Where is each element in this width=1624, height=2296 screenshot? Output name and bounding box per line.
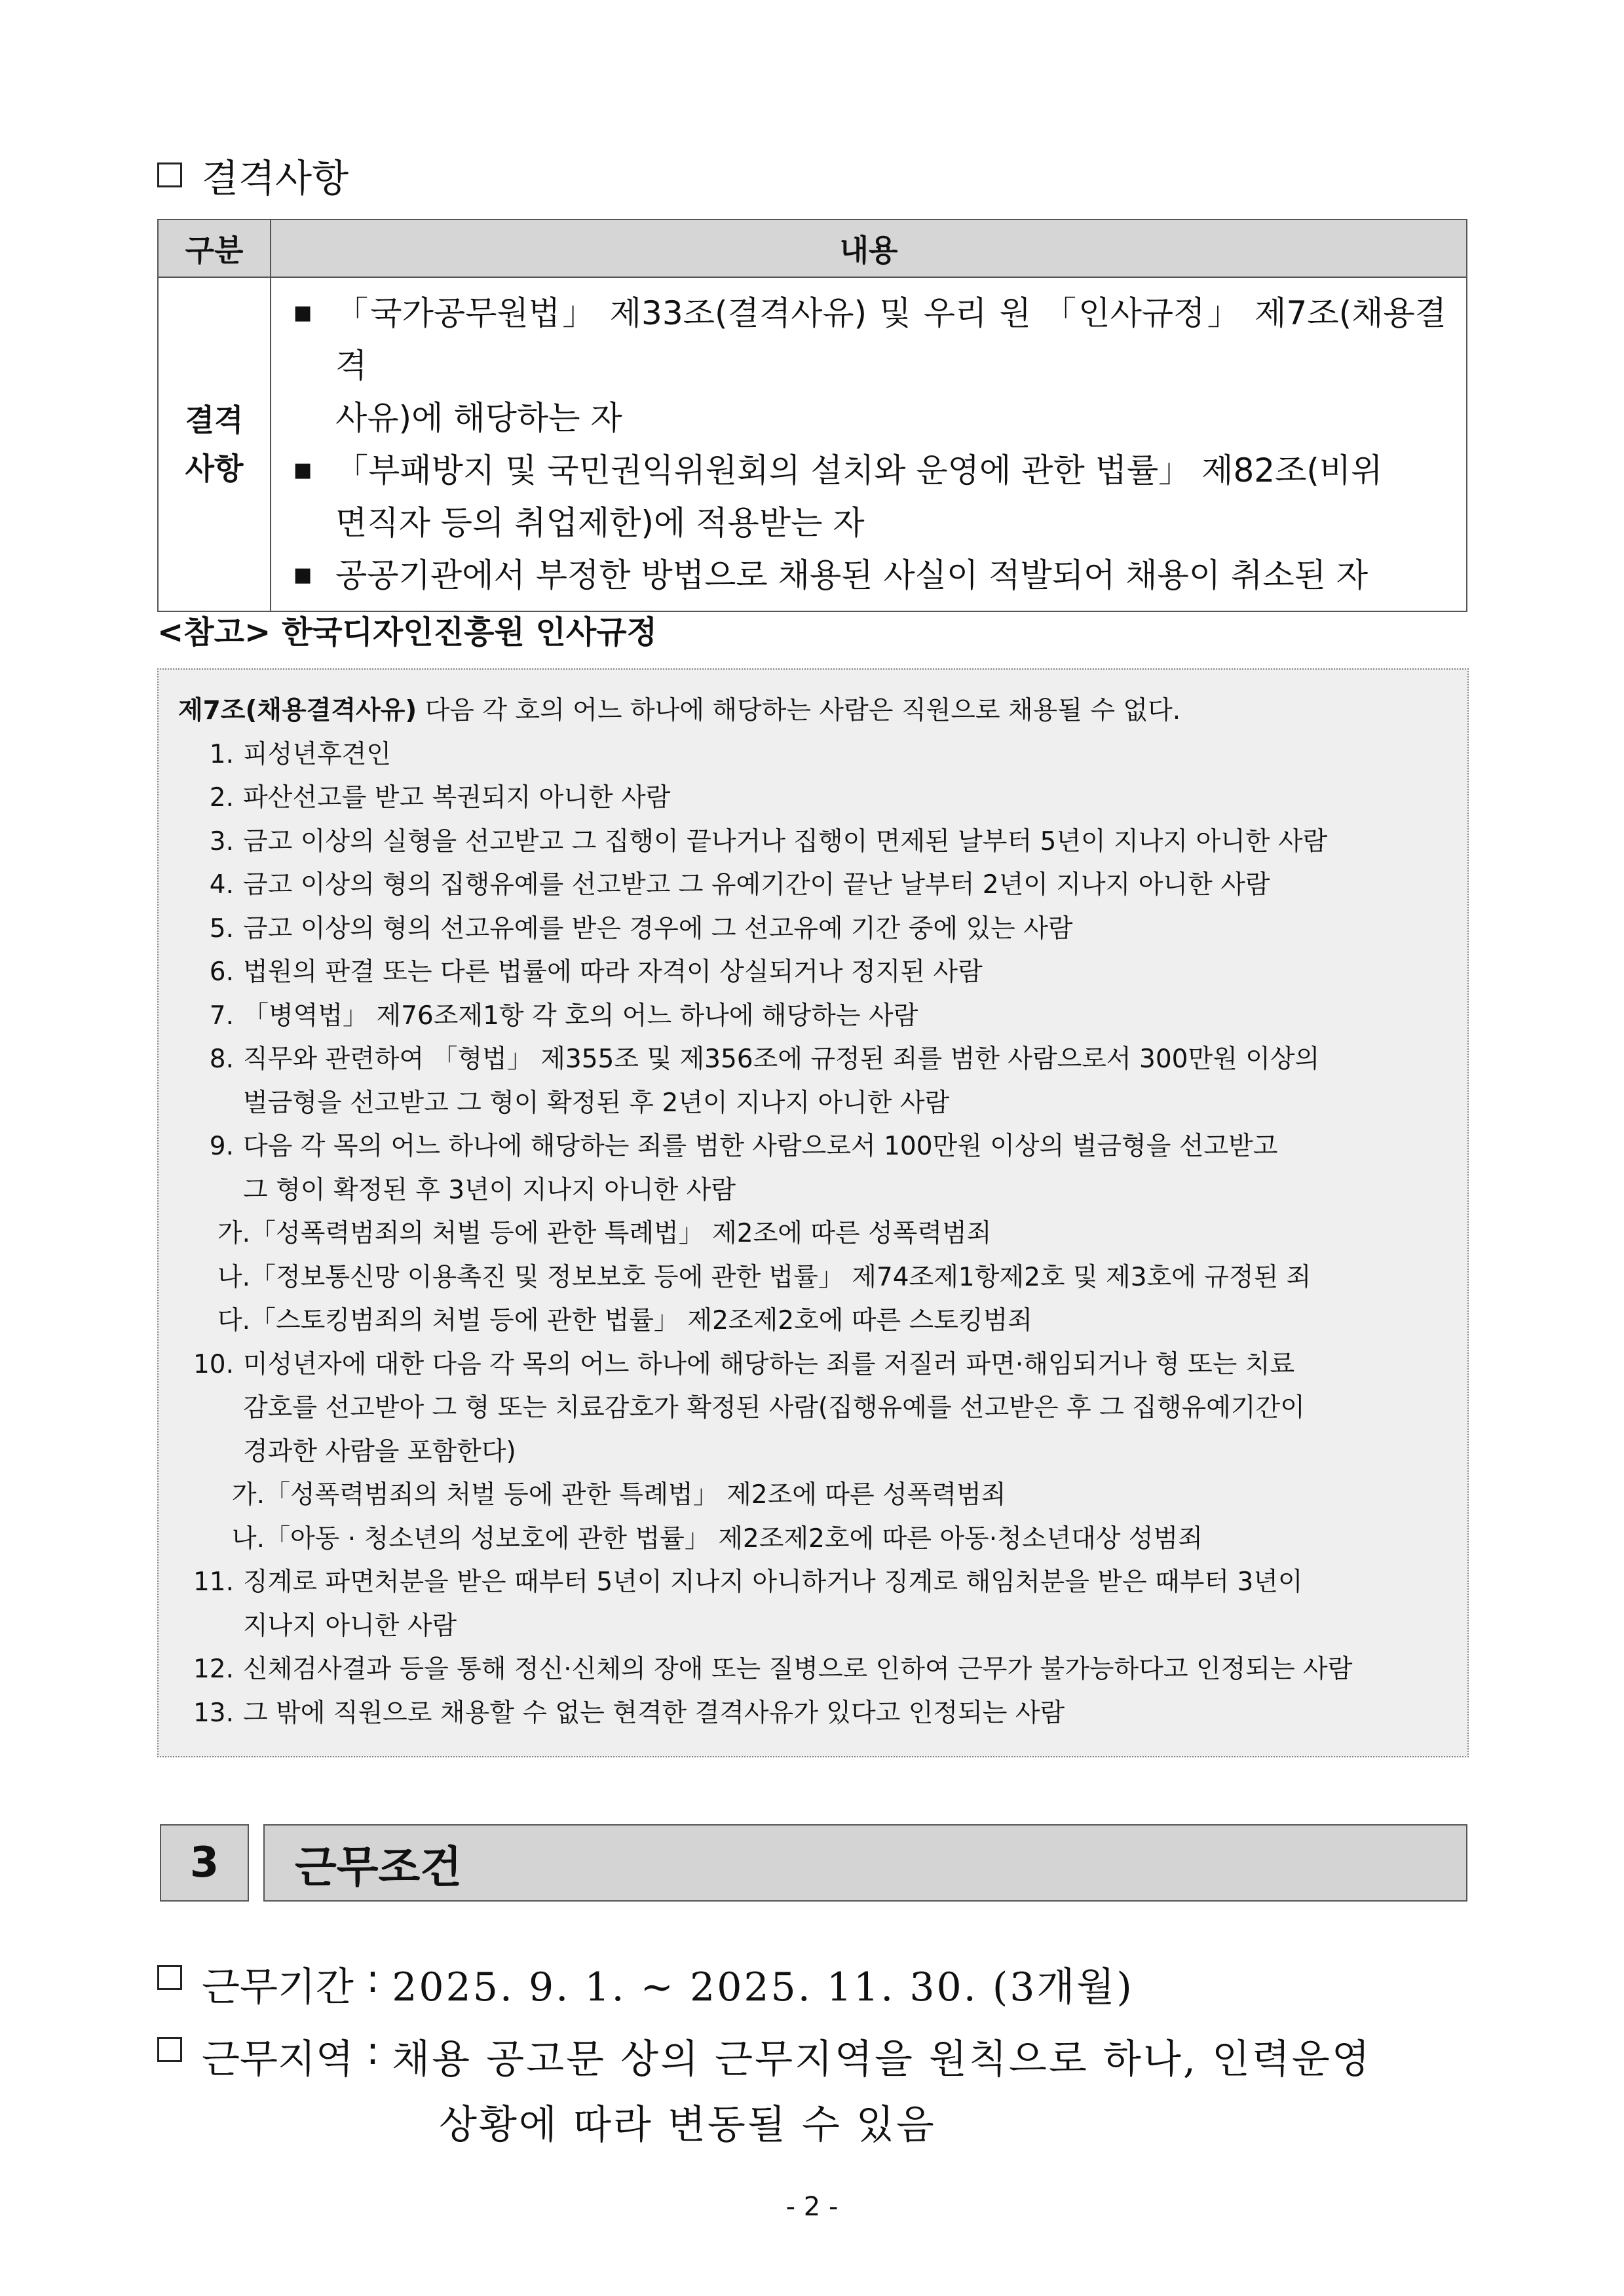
- reference-line: [178, 776, 1448, 820]
- disqualification-table: [157, 219, 1467, 612]
- line-text: 징계로 파면처분을 받은 때부터 5년이 지나지 아니하거나 징계로 해임처분을 받은 때부터 3년이: [243, 1567, 1303, 1597]
- line-text: 경과한 사람을 포함한다): [243, 1436, 516, 1466]
- reference-line: [178, 1343, 1448, 1387]
- reference-line: [178, 1299, 1448, 1343]
- item-line: 사유)에 해당하는 자: [335, 399, 622, 437]
- line-number: 2.: [209, 783, 234, 813]
- line-number: 13.: [193, 1698, 234, 1728]
- work-region-value-continued: 상황에 따라 변동될 수 있음: [439, 2102, 936, 2148]
- reference-line: [178, 1256, 1448, 1300]
- line-text: 「정보통신망 이용촉진 및 정보보호 등에 관한 법률」 제74조제1항제2호 및 제3호에 규정된 죄: [250, 1262, 1312, 1292]
- item-line: 「부패방지 및 국민권익위원회의 설치와 운영에 관한 법률」 제82조(비위: [335, 451, 1383, 489]
- article-title: 제7조(채용결격사유): [178, 696, 417, 725]
- line-text: 법원의 판결 또는 다른 법률에 따라 자격이 상실되거나 정지된 사람: [243, 957, 983, 987]
- article-body: 다음 각 호의 어느 하나에 해당하는 사람은 직원으로 채용될 수 없다.: [417, 696, 1181, 725]
- square-bullet-icon: ■: [293, 301, 312, 324]
- reference-line: [178, 1169, 1448, 1213]
- line-text: 신체검사결과 등을 통해 정신·신체의 장애 또는 질병으로 인하여 근무가 불가능하다고 인정되는 사람: [243, 1655, 1353, 1684]
- line-number: 3.: [209, 826, 234, 856]
- line-number: 가.: [217, 1219, 250, 1248]
- disqualification-heading: [157, 147, 349, 202]
- reference-line: [178, 1212, 1448, 1256]
- checkbox-square-icon: [157, 163, 182, 187]
- reference-line: [178, 1692, 1448, 1736]
- item-line: 공공기관에서 부정한 방법으로 채용된 사실이 적발되어 채용이 취소된 자: [335, 556, 1369, 594]
- line-text: 금고 이상의 실형을 선고받고 그 집행이 끝나거나 집행이 면제된 날부터 5년이 지나지 아니한 사람: [243, 826, 1328, 856]
- line-text: 벌금형을 선고받고 그 형이 확정된 후 2년이 지나지 아니한 사람: [243, 1088, 950, 1118]
- line-text: 그 형이 확정된 후 3년이 지나지 아니한 사람: [243, 1175, 736, 1205]
- colon-separator: :: [353, 1956, 392, 2002]
- line-number: 다.: [217, 1306, 250, 1335]
- checkbox-square-icon: [157, 1965, 182, 1990]
- reference-line: [178, 1038, 1448, 1082]
- list-item: [293, 444, 1446, 549]
- line-text: 「성폭력범죄의 처벌 등에 관한 특례법」 제2조에 따른 성폭력범죄: [250, 1219, 992, 1248]
- line-number: 나.: [217, 1262, 250, 1292]
- line-text: 「성폭력범죄의 처벌 등에 관한 특례법」 제2조에 따른 성폭력범죄: [265, 1480, 1006, 1510]
- line-text: 파산선고를 받고 복권되지 아니한 사람: [243, 783, 671, 813]
- line-number: 6.: [209, 957, 234, 987]
- line-text: 다음 각 목의 어느 하나에 해당하는 죄를 범한 사람으로서 100만원 이상의 벌금형을 선고받고: [243, 1132, 1278, 1161]
- reference-line: [178, 995, 1448, 1039]
- heading-text: 결격사항: [202, 156, 349, 201]
- reference-line: [178, 1125, 1448, 1169]
- line-number: 11.: [193, 1567, 234, 1597]
- table-header-row: [158, 220, 1467, 277]
- line-number: 5.: [209, 913, 234, 944]
- work-period: [157, 1956, 1134, 2012]
- line-text: 지나지 아니한 사람: [243, 1611, 457, 1641]
- reference-title: <참고> 한국디자인진흥원 인사규정: [157, 614, 658, 651]
- line-text: 금고 이상의 형의 선고유예를 받은 경우에 그 선고유예 기간 중에 있는 사람: [243, 913, 1073, 944]
- section-title: 근무조건: [263, 1824, 1467, 1902]
- col-content-header: 내용: [271, 220, 1467, 277]
- category-line: 결격: [185, 402, 244, 438]
- item-line: 면직자 등의 취업제한)에 적용받는 자: [335, 504, 865, 542]
- reference-line: [178, 1474, 1448, 1518]
- line-text: 「아동 · 청소년의 성보호에 관한 법률」 제2조제2호에 따른 아동·청소년대상 성범죄: [265, 1523, 1203, 1554]
- colon-separator: :: [353, 2028, 392, 2074]
- line-text: 「병역법」 제76조제1항 각 호의 어느 하나에 해당하는 사람: [243, 1001, 918, 1031]
- work-region-label: 근무지역: [202, 2037, 354, 2082]
- line-number: 9.: [209, 1132, 234, 1161]
- reference-line: [178, 1561, 1448, 1605]
- reference-line: [178, 1605, 1448, 1649]
- line-number: 가.: [231, 1480, 265, 1510]
- line-text: 그 밖에 직원으로 채용할 수 없는 현격한 결격사유가 있다고 인정되는 사람: [243, 1698, 1065, 1728]
- line-number: 8.: [209, 1044, 234, 1074]
- line-number: 7.: [209, 1001, 234, 1031]
- reference-line: [178, 1082, 1448, 1126]
- reference-line: [178, 908, 1448, 951]
- item-line: 「국가공무원법」 제33조(결격사유) 및 우리 원 「인사규정」 제7조(채용결격: [335, 294, 1446, 385]
- col-category-header: 구분: [158, 220, 271, 277]
- article-heading: [178, 689, 1448, 733]
- line-text: 피성년후견인: [243, 739, 392, 769]
- reference-line: [178, 733, 1448, 777]
- reference-line: [178, 951, 1448, 995]
- work-region-value: 채용 공고문 상의 근무지역을 원칙으로 하나, 인력운영: [392, 2037, 1372, 2082]
- square-bullet-icon: ■: [293, 459, 312, 482]
- reference-line: [178, 1430, 1448, 1474]
- reference-line: [178, 820, 1448, 864]
- list-item: [293, 287, 1446, 444]
- square-bullet-icon: ■: [293, 564, 312, 586]
- reference-list: [178, 733, 1448, 1736]
- line-number: 1.: [209, 739, 234, 769]
- category-cell: [158, 277, 271, 611]
- section-number: 3: [160, 1824, 249, 1902]
- reference-line: [178, 1518, 1448, 1561]
- reference-line: [178, 864, 1448, 908]
- table-row: [158, 277, 1467, 611]
- line-text: 「스토킹범죄의 처벌 등에 관한 법률」 제2조제2호에 따른 스토킹범죄: [250, 1306, 1032, 1335]
- line-text: 직무와 관련하여 「형법」 제355조 및 제356조에 규정된 죄를 범한 사람으로서 300만원 이상의: [243, 1044, 1320, 1074]
- reference-line: [178, 1648, 1448, 1692]
- content-cell: [271, 277, 1467, 611]
- category-line: 사항: [185, 451, 244, 486]
- line-text: 금고 이상의 형의 집행유예를 선고받고 그 유예기간이 끝난 날부터 2년이 지나지 아니한 사람: [243, 870, 1270, 900]
- line-number: 10.: [193, 1349, 234, 1379]
- work-period-label: 근무기간: [202, 1964, 354, 2010]
- list-item: [293, 549, 1446, 602]
- line-number: 나.: [231, 1523, 265, 1554]
- line-number: 4.: [209, 870, 234, 900]
- work-period-value: 2025. 9. 1. ~ 2025. 11. 30. (3개월): [392, 1964, 1134, 2010]
- line-text: 감호를 선고받아 그 형 또는 치료감호가 확정된 사람(집행유예를 선고받은 후 그 집행유예기간이: [243, 1393, 1305, 1423]
- reference-line: [178, 1387, 1448, 1430]
- line-text: 미성년자에 대한 다음 각 목의 어느 하나에 해당하는 죄를 저질러 파면·해임되거나 형 또는 치료: [243, 1349, 1295, 1379]
- checkbox-square-icon: [157, 2037, 182, 2062]
- reference-box: [157, 668, 1469, 1757]
- work-region: [157, 2028, 1372, 2084]
- page-number: - 2 -: [785, 2192, 839, 2222]
- line-number: 12.: [193, 1655, 234, 1684]
